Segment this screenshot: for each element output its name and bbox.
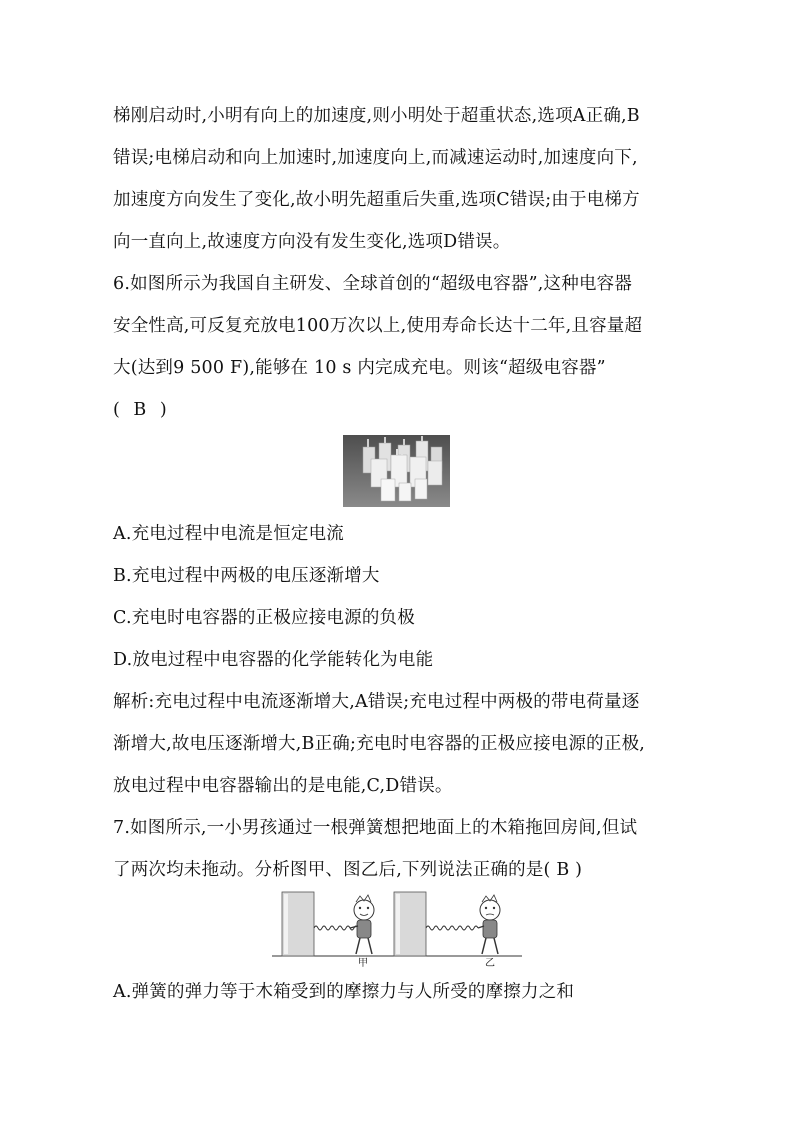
spring-crate-figure: [272, 890, 522, 970]
figure-label-yi: 乙: [485, 958, 495, 969]
text-line: 了两次均未拖动。分析图甲、图乙后,下列说法正确的是( B ): [113, 860, 583, 880]
option-6a: A.充电过程中电流是恒定电流: [113, 524, 344, 544]
analysis-6: 解析:充电过程中电流逐渐增大,A错误;充电过程中两极的带电荷量逐: [113, 692, 640, 712]
text-line: 大(达到9 500 F),能够在 10 s 内完成充电。则该“超级电容器”: [113, 358, 606, 378]
figure-label-jia: 甲: [358, 958, 368, 969]
question-7-stem: 7.如图所示,一小男孩通过一根弹簧想把地面上的木箱拖回房间,但试: [113, 818, 638, 838]
supercapacitor-photo: [343, 435, 450, 507]
option-7a: A.弹簧的弹力等于木箱受到的摩擦力与人所受的摩擦力之和: [113, 982, 575, 1002]
option-6b: B.充电过程中两极的电压逐渐增大: [113, 566, 380, 586]
text-line: 放电过程中电容器输出的是电能,C,D错误。: [113, 776, 453, 796]
text-line: 安全性高,可反复充放电100万次以上,使用寿命长达十二年,且容量超: [113, 316, 643, 336]
text-line: 渐增大,故电压逐渐增大,B正确;充电时电容器的正极应接电源的正极,: [113, 734, 646, 754]
text-line: 加速度方向发生了变化,故小明先超重后失重,选项C错误;由于电梯方: [113, 190, 640, 210]
question-6-stem: 6.如图所示为我国自主研发、全球首创的“超级电容器”,这种电容器: [113, 274, 633, 294]
text-line: 向一直向上,故速度方向没有发生变化,选项D错误。: [113, 232, 511, 252]
text-line: 错误;电梯启动和向上加速时,加速度向上,而减速运动时,加速度向下,: [113, 148, 638, 168]
text-line: 梯刚启动时,小明有向上的加速度,则小明处于超重状态,选项A正确,B: [113, 106, 640, 126]
option-6d: D.放电过程中电容器的化学能转化为电能: [113, 650, 434, 670]
supercapacitor-illustration: [343, 435, 450, 507]
answer-6: ( B ): [113, 400, 171, 420]
option-6c: C.充电时电容器的正极应接电源的负极: [113, 608, 415, 628]
